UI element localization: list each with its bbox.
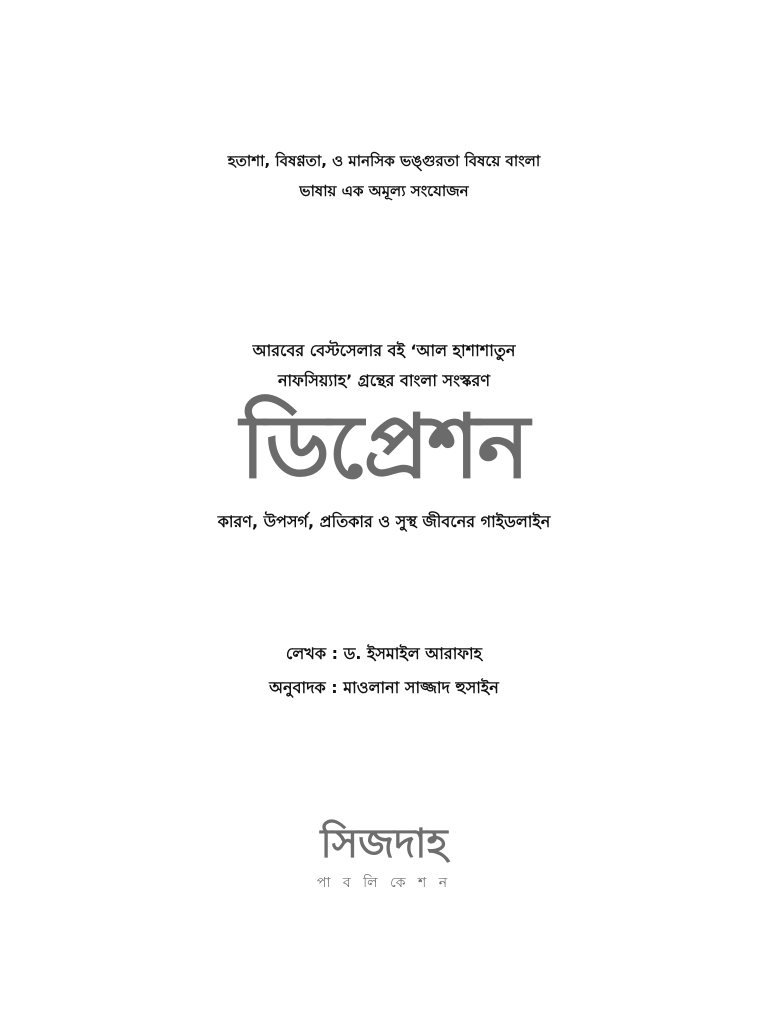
book-subtitle: কারণ, উপসর্গ, প্রতিকার ও সুস্থ জীবনের গাইডলাইন	[217, 512, 551, 531]
author-line: লেখক : ড. ইসমাইল আরাফাহ	[285, 644, 483, 663]
edition-line-2: নাফসিয়্যাহ’ গ্রন্থের বাংলা সংস্করণ	[277, 371, 491, 390]
publisher-subtitle: পা ব লি কে শ ন	[316, 875, 452, 891]
edition-note	[0, 336, 768, 396]
tagline	[0, 146, 768, 206]
book-title: ডিপ্রেশন	[240, 395, 528, 498]
tagline-line-2: ভাষায় এক অমূল্য সংযোজন	[299, 182, 469, 200]
credits	[0, 637, 768, 705]
translator-line: অনুবাদক : মাওলানা সাজ্জাদ হুসাইন	[269, 678, 499, 697]
edition-line-1: আরবের বেস্টসেলার বই ‘আল হাশাশাতুন	[252, 341, 516, 360]
tagline-line-1: হতাশা, বিষণ্ণতা, ও মানসিক ভঙ্গুরতা বিষয়ে বাংলা	[227, 152, 541, 170]
publisher-name: সিজদাহ	[320, 821, 448, 867]
publisher-logo	[0, 818, 768, 894]
